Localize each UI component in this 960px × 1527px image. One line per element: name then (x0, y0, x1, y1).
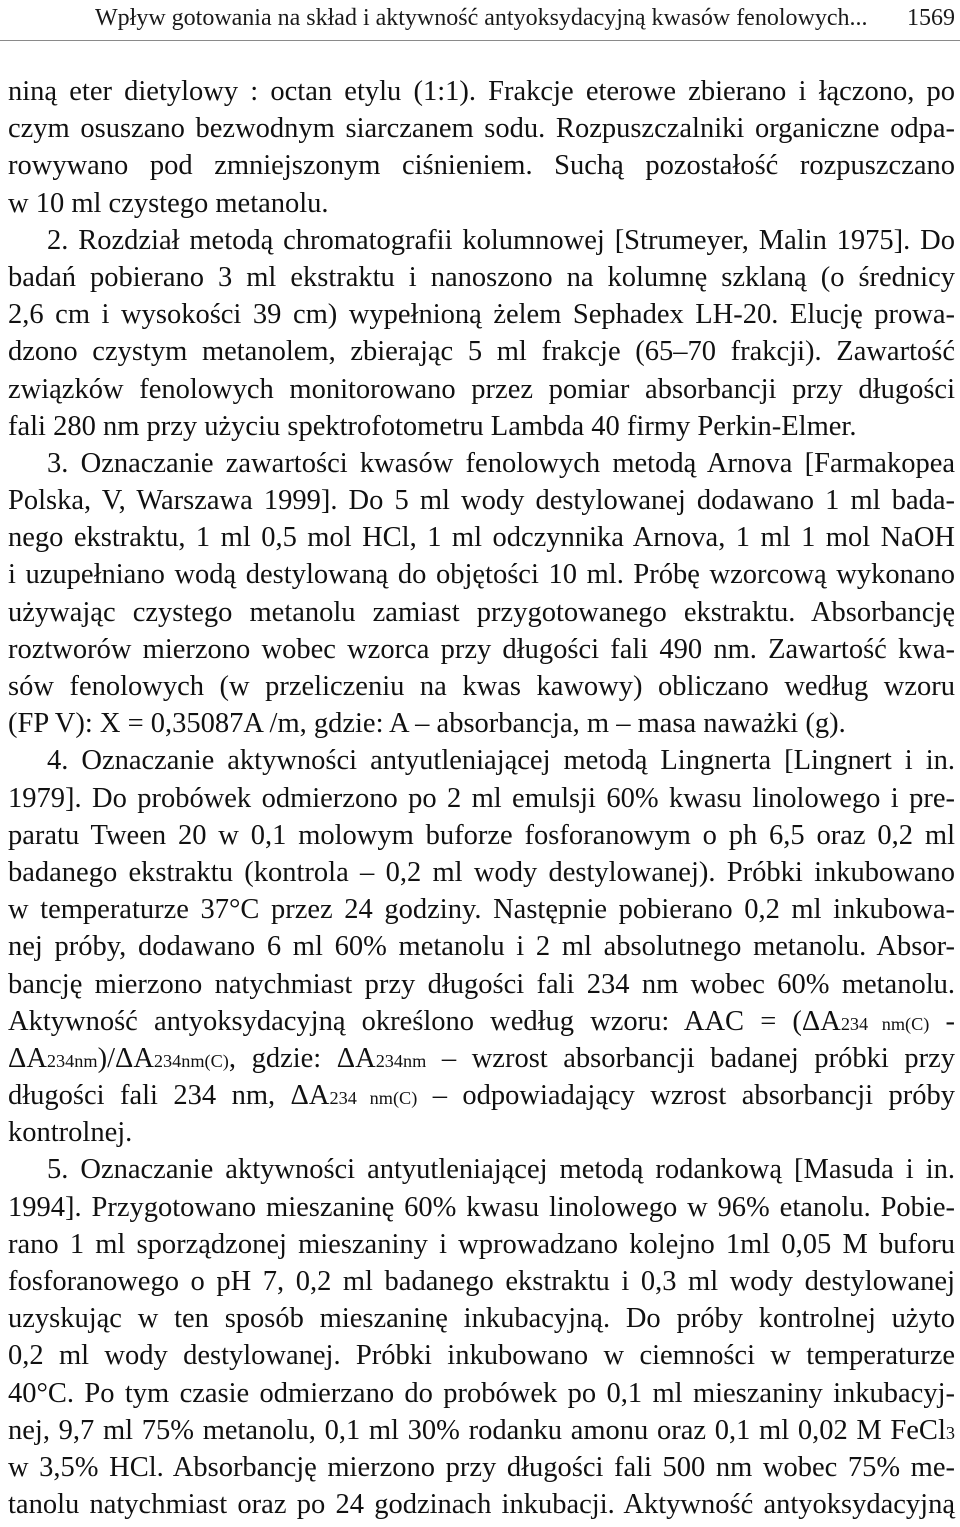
text-line: i uzupełniano wodą destylowaną do objętości 10 ml. Próbę wzorcową wykonano (8, 559, 955, 591)
text-run: - (929, 1005, 955, 1037)
text-line: nego ekstraktu, 1 ml 0,5 mol HCl, 1 ml odczynnika Arnova, 1 ml 1 mol NaOH (8, 522, 955, 554)
paragraph-section-3-phenolic-acids-arnov (8, 445, 955, 743)
text-line: niną eter dietylowy : octan etylu (1:1). Frakcje eterowe zbierano i łączono, po (8, 76, 955, 107)
text-run: )/ΔA (97, 1042, 154, 1074)
paragraph-section-5-antioxidant-thiocyanate (8, 1151, 955, 1523)
text-line: bancję mierzono natychmiast przy długości fali 234 nm wobec 60% metanolu. (8, 968, 955, 1000)
text-run: nej, 9,7 ml 75% metanolu, 0,1 ml 30% rodanku amonu oraz 0,1 ml 0,02 M FeCl (8, 1414, 946, 1446)
text-line: 0,2 ml wody destylowanej. Próbki inkubowano w ciemności w temperaturze (8, 1340, 955, 1372)
text-line: rowywano pod zmniejszonym ciśnieniem. Suchą pozostałość rozpuszczano (8, 150, 955, 182)
subscript: 234nm (375, 1050, 427, 1071)
text-line: 2. Rozdział metodą chromatografii kolumnowej [Strumeyer, Malin 1975]. Do (47, 224, 955, 256)
text-line: 2,6 cm i wysokości 39 cm) wypełnioną żelem Sephadex LH-20. Elucję prowa- (8, 299, 955, 331)
formula-line (8, 1040, 955, 1077)
formula-line (8, 1412, 955, 1449)
text-line: fosforanowego o pH 7, 0,2 ml badanego ekstraktu i 0,3 ml wody destylowanej (8, 1266, 955, 1297)
text-line: 1994]. Przygotowano mieszaninę 60% kwasu linolowego w 96% etanolu. Pobie- (8, 1191, 955, 1223)
text-line: nej próby, dodawano 6 ml 60% metanolu i 2 ml absolutnego metanolu. Absor- (8, 931, 955, 963)
text-line: 3. Oznaczanie zawartości kwasów fenolowych metodą Arnova [Farmakopea (47, 447, 955, 479)
text-line: badanego ekstraktu (kontrola – 0,2 ml wody destylowanej). Próbki inkubowano (8, 856, 955, 888)
text-line: fali 280 nm przy użyciu spektrofotometru Lambda 40 firmy Perkin-Elmer. (8, 410, 857, 442)
running-title: Wpływ gotowania na skład i aktywność antyoksydacyjną kwasów fenolowych... (95, 5, 868, 31)
text-line: (FP V): X = 0,35087A /m, gdzie: A – absorbancja, m – masa naważki (g). (8, 708, 846, 740)
text-line: w 10 ml czystego metanolu. (8, 187, 329, 219)
text-line: Polska, V, Warszawa 1999]. Do 5 ml wody destylowanej dodawano 1 ml bada- (8, 485, 955, 517)
text-run: – odpowiadający wzrost absorbancji próby (417, 1080, 955, 1112)
text-line: uzyskując w ten sposób mieszaninę inkubacyjną. Do próby kontrolnej użyto (8, 1303, 955, 1335)
text-line: paratu Tween 20 w 0,1 molowym buforze fosforanowym o ph 6,5 oraz 0,2 ml (8, 819, 955, 851)
text-line: kontrolnej. (8, 1117, 133, 1149)
text-line: roztworów mierzono wobec wzorca przy długości fali 490 nm. Zawartość kwa- (8, 633, 955, 665)
text-line: 40°C. Po tym czasie odmierzano do probówek po 0,1 ml mieszaniny inkubacyj- (8, 1377, 955, 1409)
page-number: 1569 (907, 5, 955, 31)
text-run: Aktywność antyoksydacyjną określono według wzoru: AAC = (ΔA (8, 1005, 841, 1037)
paragraph-continuation (8, 73, 955, 222)
subscript: 234 nm(C) (329, 1088, 418, 1109)
header-rule (0, 40, 960, 41)
text-line: sów fenolowych (w przeliczeniu na kwas kawowy) obliczano według wzoru (8, 671, 955, 702)
subscript: 3 (945, 1422, 955, 1443)
text-run: , gdzie: ΔA (228, 1042, 376, 1074)
text-line: badań pobierano 3 ml ekstraktu i nanoszono na kolumnę szklaną (o średnicy (8, 261, 955, 293)
text-line: tanolu natychmiast oraz po 24 godzinach inkubacji. Aktywność antyoksydacyjną (8, 1489, 955, 1521)
text-line: w temperaturze 37°C przez 24 godziny. Następnie pobierano 0,2 ml inkubowa- (8, 894, 955, 926)
text-line: używając czystego metanolu zamiast przygotowanego ekstraktu. Absorbancję (8, 596, 955, 628)
text-line: 4. Oznaczanie aktywności antyutleniającej metodą Lingnerta [Lingnert i in. (47, 745, 955, 777)
body-text (8, 73, 955, 1523)
paragraph-section-2-column-chromatography (8, 222, 955, 445)
paragraph-section-4-antioxidant-lingnert (8, 742, 955, 1151)
text-line: czym osuszano bezwodnym siarczanem sodu. Rozpuszczalniki organiczne odpa- (8, 113, 955, 145)
text-run: długości fali 234 nm, ΔA (8, 1080, 330, 1112)
subscript: 234 nm(C) (840, 1013, 930, 1034)
subscript: 234nm(C) (153, 1050, 229, 1071)
running-header (0, 0, 960, 41)
formula-line (8, 1003, 955, 1040)
text-line: w 3,5% HCl. Absorbancję mierzono przy długości fali 500 nm wobec 75% me- (8, 1451, 955, 1483)
text-line: 1979]. Do probówek odmierzono po 2 ml emulsji 60% kwasu linolowego i pre- (8, 782, 955, 814)
text-line: 5. Oznaczanie aktywności antyutleniającej metodą rodankową [Masuda i in. (47, 1154, 955, 1186)
formula-line (8, 1077, 955, 1114)
subscript: 234nm (46, 1050, 98, 1071)
text-run: ΔA (8, 1042, 47, 1074)
text-run: – wzrost absorbancji badanej próbki przy (426, 1042, 956, 1074)
text-line: rano 1 ml sporządzonej mieszaniny i wprowadzano kolejno 1ml 0,05 M buforu (8, 1228, 955, 1260)
text-line: związków fenolowych monitorowano przez pomiar absorbancji przy długości (8, 373, 955, 405)
text-line: dzono czystym metanolem, zbierając 5 ml frakcje (65–70 frakcji). Zawartość (8, 336, 955, 368)
